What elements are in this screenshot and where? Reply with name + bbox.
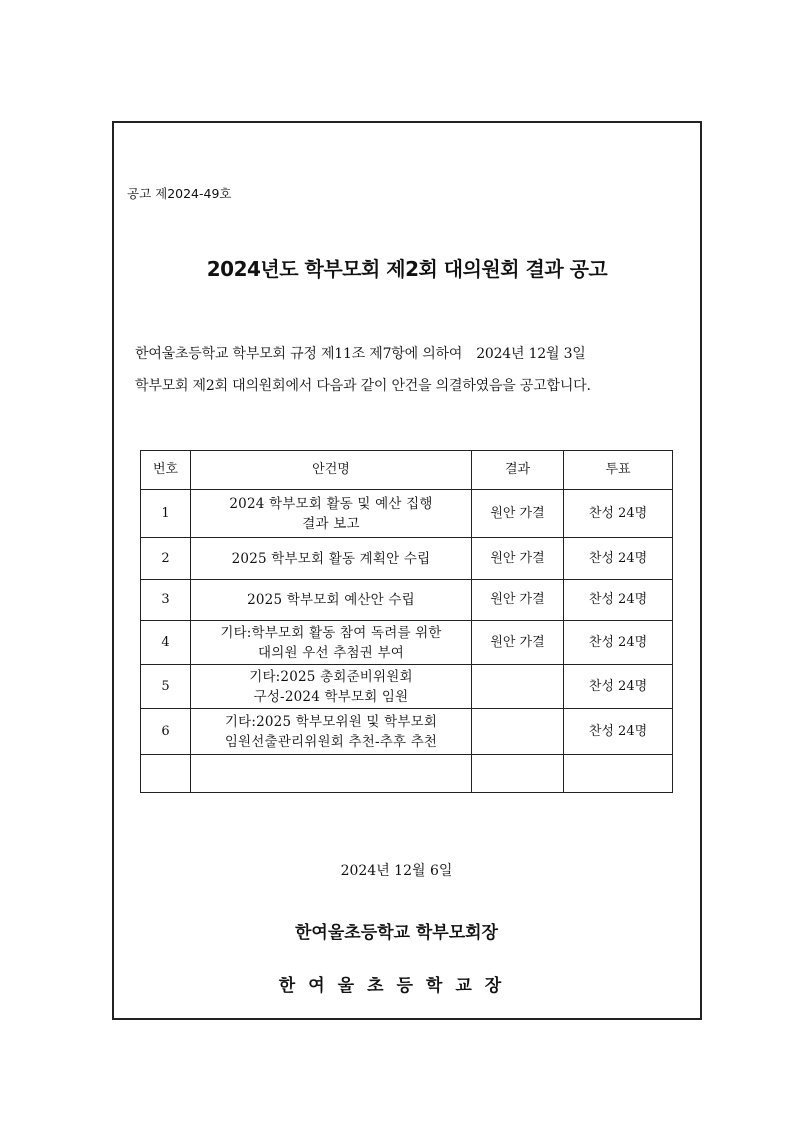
row-number: 6 bbox=[141, 709, 191, 755]
agenda-table bbox=[140, 450, 673, 793]
row-vote: 찬성 24명 bbox=[564, 709, 673, 755]
intro-line-1-text: 한여울초등학교 학부모회 규정 제11조 제7항에 의하여 bbox=[135, 346, 463, 362]
table-row bbox=[141, 490, 673, 538]
page-title: 2024년도 학부모회 제2회 대의원회 결과 공고 bbox=[206, 257, 608, 281]
row-item bbox=[191, 709, 472, 755]
row-item-line2: 임원선출관리위원회 추천-추후 추천 bbox=[224, 733, 438, 750]
row-item bbox=[191, 538, 472, 580]
row-vote: 찬성 24명 bbox=[564, 621, 673, 665]
row-result: 원안 가결 bbox=[472, 538, 564, 580]
row-vote: 찬성 24명 bbox=[564, 538, 673, 580]
row-result: 원안 가결 bbox=[472, 490, 564, 538]
row-item bbox=[191, 665, 472, 709]
row-result bbox=[472, 755, 564, 793]
row-result bbox=[472, 665, 564, 709]
row-item-line1: 기타:학부모회 활동 참여 독려를 위한 bbox=[220, 624, 442, 641]
row-item bbox=[191, 580, 472, 621]
row-number bbox=[141, 755, 191, 793]
row-item bbox=[191, 755, 472, 793]
row-number: 5 bbox=[141, 665, 191, 709]
row-number: 4 bbox=[141, 621, 191, 665]
header-result: 결과 bbox=[472, 451, 564, 490]
row-number: 2 bbox=[141, 538, 191, 580]
row-result: 원안 가결 bbox=[472, 621, 564, 665]
row-vote: 찬성 24명 bbox=[564, 580, 673, 621]
row-vote: 찬성 24명 bbox=[564, 665, 673, 709]
header-number: 번호 bbox=[141, 451, 191, 490]
row-result: 원안 가결 bbox=[472, 580, 564, 621]
announcement-date: 2024년 12월 6일 bbox=[340, 863, 453, 879]
row-item-line1: 2025 학부모회 활동 계획안 수립 bbox=[231, 550, 431, 567]
row-item-line1: 기타:2025 총회준비위원회 bbox=[249, 668, 413, 685]
notice-number: 공고 제2024-49호 bbox=[127, 186, 232, 201]
intro-line-2: 학부모회 제2회 대의원회에서 다음과 같이 안건을 의결하였음을 공고합니다. bbox=[135, 378, 591, 394]
signer-parent-association: 한여울초등학교 학부모회장 bbox=[295, 923, 498, 943]
row-vote: 찬성 24명 bbox=[564, 490, 673, 538]
row-item-line1: 2024 학부모회 활동 및 예산 집행 bbox=[229, 495, 433, 512]
table-row bbox=[141, 580, 673, 621]
table-row bbox=[141, 755, 673, 793]
row-item bbox=[191, 621, 472, 665]
row-item-line1: 기타:2025 학부모위원 및 학부모회 bbox=[224, 713, 438, 730]
intro-paragraph bbox=[135, 338, 695, 402]
table-row bbox=[141, 621, 673, 665]
table-row bbox=[141, 538, 673, 580]
row-item-line1: 2025 학부모회 예산안 수립 bbox=[247, 592, 415, 608]
intro-line-1 bbox=[135, 338, 695, 370]
row-item bbox=[191, 490, 472, 538]
row-item-line2: 대의원 우선 추첨권 부여 bbox=[258, 644, 404, 661]
signer-principal: 한여울초등학교장 bbox=[278, 976, 515, 996]
header-vote: 투표 bbox=[564, 451, 673, 490]
row-number: 1 bbox=[141, 490, 191, 538]
row-number: 3 bbox=[141, 580, 191, 621]
table-row bbox=[141, 665, 673, 709]
table-header-row bbox=[141, 451, 673, 490]
row-item-line2: 결과 보고 bbox=[302, 515, 360, 532]
row-result bbox=[472, 709, 564, 755]
table-row bbox=[141, 709, 673, 755]
header-item: 안건명 bbox=[191, 451, 472, 490]
row-item-line2: 구성-2024 학부모회 임원 bbox=[253, 688, 409, 705]
row-vote bbox=[564, 755, 673, 793]
intro-line-1-date: 2024년 12월 3일 bbox=[476, 346, 586, 362]
